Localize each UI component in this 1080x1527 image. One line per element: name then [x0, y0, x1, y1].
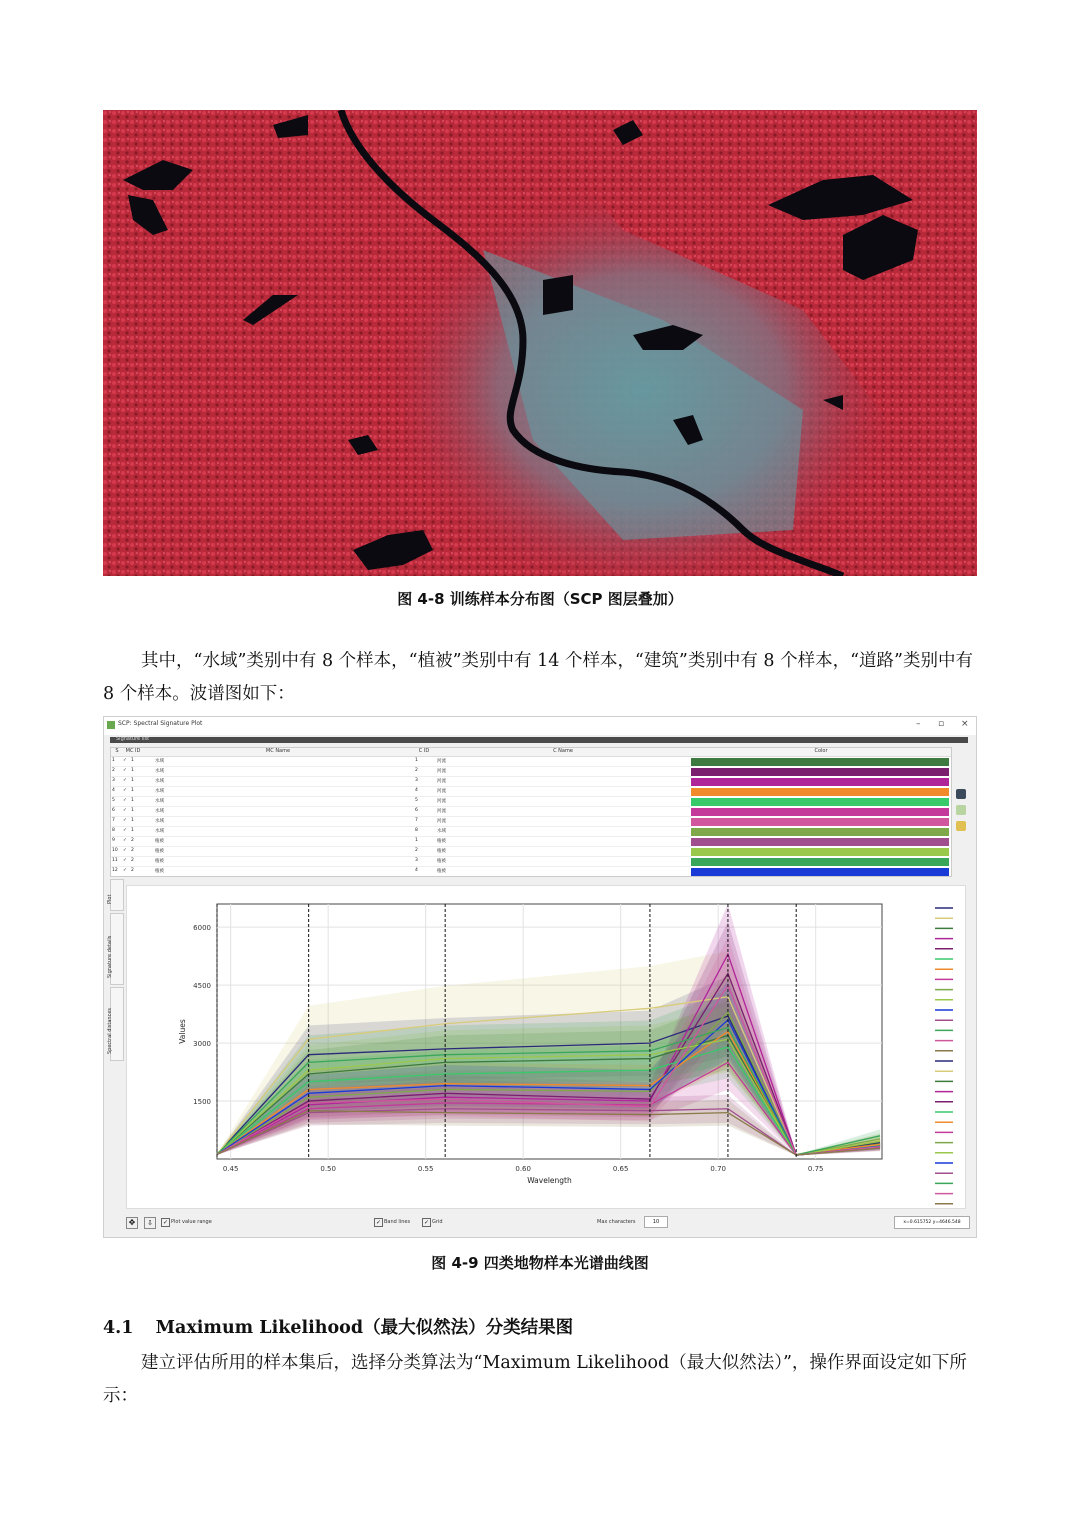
row-color-swatch[interactable] [691, 858, 949, 866]
row-number[interactable]: 11 [112, 858, 118, 863]
row-c-id[interactable]: 4 [415, 788, 418, 793]
row-divider [111, 836, 691, 837]
row-c-id[interactable]: 1 [415, 838, 418, 843]
y-tick-label: 6000 [193, 924, 211, 933]
row-mc-name[interactable]: 水域 [155, 809, 164, 814]
row-c-id[interactable]: 2 [415, 768, 418, 773]
row-divider [111, 766, 691, 767]
row-checkbox[interactable]: ✓ [123, 858, 127, 863]
row-c-id[interactable]: 3 [415, 778, 418, 783]
row-color-swatch[interactable] [691, 798, 949, 806]
col-c-id[interactable]: C ID [413, 748, 435, 757]
maximize-button[interactable]: ▫ [938, 719, 945, 729]
row-divider [111, 786, 691, 787]
y-tick-label: 3000 [193, 1040, 211, 1049]
import-signature-icon[interactable] [956, 805, 966, 815]
row-checkbox[interactable]: ✓ [123, 788, 127, 793]
max-characters-label: Max characters [597, 1219, 636, 1225]
row-mc-name[interactable]: 水域 [155, 799, 164, 804]
row-checkbox[interactable]: ✓ [123, 798, 127, 803]
row-checkbox[interactable]: ✓ [123, 848, 127, 853]
row-mc-name[interactable]: 植被 [155, 849, 164, 854]
close-button[interactable]: × [961, 719, 969, 729]
row-divider [111, 826, 691, 827]
col-color[interactable]: Color [691, 748, 951, 757]
row-number[interactable]: 12 [112, 868, 118, 873]
row-color-swatch[interactable] [691, 808, 949, 816]
row-mc-name[interactable]: 植被 [155, 859, 164, 864]
satellite-image-canvas [103, 110, 977, 576]
remove-signature-icon[interactable] [956, 789, 966, 799]
row-c-name[interactable]: 水域 [437, 829, 446, 834]
cursor-icon[interactable]: ⇩ [144, 1217, 156, 1229]
row-mc-id[interactable]: 1 [131, 758, 134, 763]
plot-value-range-label: Plot value range [171, 1219, 212, 1225]
row-c-id[interactable]: 7 [415, 818, 418, 823]
row-mc-id[interactable]: 2 [131, 848, 134, 853]
spectral-chart [127, 886, 965, 1208]
app-icon [107, 721, 115, 729]
max-characters-spinbox[interactable]: 10 [644, 1216, 668, 1228]
row-c-name[interactable]: 植被 [437, 849, 446, 854]
scp-spectral-signature-window [103, 716, 977, 1238]
row-checkbox[interactable]: ✓ [123, 868, 127, 873]
row-c-name[interactable]: 河流 [437, 759, 446, 764]
row-checkbox[interactable]: ✓ [123, 768, 127, 773]
row-number[interactable]: 5 [112, 798, 115, 803]
band-lines-checkbox[interactable]: ✓ [375, 1219, 382, 1226]
section-heading-4-1 [103, 1314, 573, 1339]
row-c-id[interactable]: 2 [415, 848, 418, 853]
row-mc-id[interactable]: 1 [131, 818, 134, 823]
band-lines-label: Band lines [384, 1219, 411, 1225]
row-divider [111, 796, 691, 797]
y-tick-label: 1500 [193, 1098, 211, 1107]
col-c-name[interactable]: C Name [435, 748, 691, 757]
row-mc-id[interactable]: 1 [131, 808, 134, 813]
row-mc-id[interactable]: 1 [131, 768, 134, 773]
x-tick-label: 0.45 [222, 1165, 239, 1173]
row-checkbox[interactable]: ✓ [123, 818, 127, 823]
row-color-swatch[interactable] [691, 788, 949, 796]
row-c-name[interactable]: 河流 [437, 769, 446, 774]
section-title: Maximum Likelihood（最大似然法）分类结果图 [155, 1318, 574, 1338]
legend [935, 908, 953, 1204]
paragraph-samples: 其中，“水域”类别中有 8 个样本，“植被”类别中有 14 个样本，“建筑”类别中有 8 个样本，“道路”类别中有 8 个样本。波谱图如下： [103, 651, 973, 704]
row-color-swatch[interactable] [691, 778, 949, 786]
row-number[interactable]: 6 [112, 808, 115, 813]
row-c-id[interactable]: 8 [415, 828, 418, 833]
row-number[interactable]: 9 [112, 838, 115, 843]
row-number[interactable]: 7 [112, 818, 115, 823]
grid-label: Grid [432, 1219, 443, 1225]
y-axis-label: Values [178, 1019, 187, 1044]
row-mc-id[interactable]: 1 [131, 788, 134, 793]
col-mc-id[interactable]: MC ID [123, 748, 143, 757]
row-mc-name[interactable]: 植被 [155, 869, 164, 874]
row-c-name[interactable]: 植被 [437, 859, 446, 864]
section-number: 4.1 [103, 1318, 134, 1338]
row-c-id[interactable]: 5 [415, 798, 418, 803]
row-c-name[interactable]: 河流 [437, 779, 446, 784]
row-checkbox[interactable]: ✓ [123, 758, 127, 763]
row-divider [111, 806, 691, 807]
col-s[interactable]: S [111, 748, 123, 757]
signature-table [110, 747, 952, 877]
row-color-swatch[interactable] [691, 828, 949, 836]
row-mc-name[interactable]: 水域 [155, 779, 164, 784]
x-tick-label: 0.55 [417, 1165, 434, 1173]
row-number[interactable]: 10 [112, 848, 118, 853]
figure-4-9-caption: 图 4-9 四类地物样本光谱曲线图 [431, 1254, 649, 1272]
row-mc-name[interactable]: 水域 [155, 829, 164, 834]
x-tick-label: 0.70 [710, 1165, 726, 1173]
row-mc-name[interactable]: 水域 [155, 819, 164, 824]
window-titlebar [104, 717, 976, 735]
row-c-name[interactable]: 河流 [437, 819, 446, 824]
spectral-plot-area[interactable] [126, 885, 966, 1209]
row-mc-id[interactable]: 1 [131, 778, 134, 783]
row-c-name[interactable]: 河流 [437, 809, 446, 814]
row-number[interactable]: 3 [112, 778, 115, 783]
row-checkbox[interactable]: ✓ [123, 828, 127, 833]
tab-plot[interactable]: Plot [110, 879, 124, 911]
row-number[interactable]: 2 [112, 768, 115, 773]
row-divider [111, 876, 691, 877]
row-c-name[interactable]: 河流 [437, 789, 446, 794]
row-number[interactable]: 8 [112, 828, 115, 833]
row-color-swatch[interactable] [691, 758, 949, 766]
signature-list-header: Signature list [110, 737, 968, 743]
row-divider [111, 846, 691, 847]
tab-signature-details[interactable]: Signature details [110, 913, 124, 985]
row-mc-name[interactable]: 水域 [155, 759, 164, 764]
row-c-name[interactable]: 植被 [437, 839, 446, 844]
window-title: SCP: Spectral Signature Plot [118, 720, 203, 727]
row-mc-name[interactable]: 水域 [155, 789, 164, 794]
x-axis-label: Wavelength [527, 1176, 572, 1185]
row-checkbox[interactable]: ✓ [123, 808, 127, 813]
row-mc-name[interactable]: 植被 [155, 839, 164, 844]
row-mc-name[interactable]: 水域 [155, 769, 164, 774]
row-color-swatch[interactable] [691, 848, 949, 856]
row-c-id[interactable]: 4 [415, 868, 418, 873]
row-mc-id[interactable]: 1 [131, 798, 134, 803]
y-tick-label: 4500 [193, 982, 211, 991]
row-c-id[interactable]: 6 [415, 808, 418, 813]
row-number[interactable]: 1 [112, 758, 115, 763]
cursor-coordinates: x=0.615752 y=4646.548 [894, 1216, 970, 1229]
row-divider [111, 776, 691, 777]
row-mc-id[interactable]: 2 [131, 868, 134, 873]
paragraph-maximum-likelihood: 建立评估所用的样本集后，选择分类算法为“Maximum Likelihood（最大似然法）”，操作界面设定如下所示： [103, 1353, 967, 1406]
row-c-id[interactable]: 3 [415, 858, 418, 863]
fit-to-plot-icon[interactable]: ✥ [126, 1217, 138, 1229]
row-color-swatch[interactable] [691, 818, 949, 826]
col-mc-name[interactable]: MC Name [143, 748, 413, 757]
minimize-button[interactable]: – [916, 719, 921, 729]
x-tick-label: 0.60 [515, 1165, 531, 1173]
row-number[interactable]: 4 [112, 788, 115, 793]
row-c-id[interactable]: 1 [415, 758, 418, 763]
row-mc-id[interactable]: 2 [131, 858, 134, 863]
x-tick-label: 0.50 [320, 1165, 336, 1173]
grid-checkbox[interactable]: ✓ [423, 1219, 430, 1226]
row-checkbox[interactable]: ✓ [123, 838, 127, 843]
satellite-image [103, 110, 977, 576]
row-color-swatch[interactable] [691, 868, 949, 876]
row-divider [111, 866, 691, 867]
row-mc-id[interactable]: 1 [131, 828, 134, 833]
row-mc-id[interactable]: 2 [131, 838, 134, 843]
x-tick-label: 0.75 [807, 1165, 824, 1173]
plot-signature-icon[interactable] [956, 821, 966, 831]
figure-4-8-caption: 图 4-8 训练样本分布图（SCP 图层叠加） [397, 590, 683, 608]
row-divider [111, 816, 691, 817]
tab-spectral-distances[interactable]: Spectral distances [110, 987, 124, 1061]
plot-value-range-checkbox[interactable]: ✓ [162, 1219, 169, 1226]
x-tick-label: 0.65 [612, 1165, 629, 1173]
row-checkbox[interactable]: ✓ [123, 778, 127, 783]
row-c-name[interactable]: 植被 [437, 869, 446, 874]
row-color-swatch[interactable] [691, 838, 949, 846]
row-divider [111, 856, 691, 857]
row-color-swatch[interactable] [691, 768, 949, 776]
row-c-name[interactable]: 河流 [437, 799, 446, 804]
